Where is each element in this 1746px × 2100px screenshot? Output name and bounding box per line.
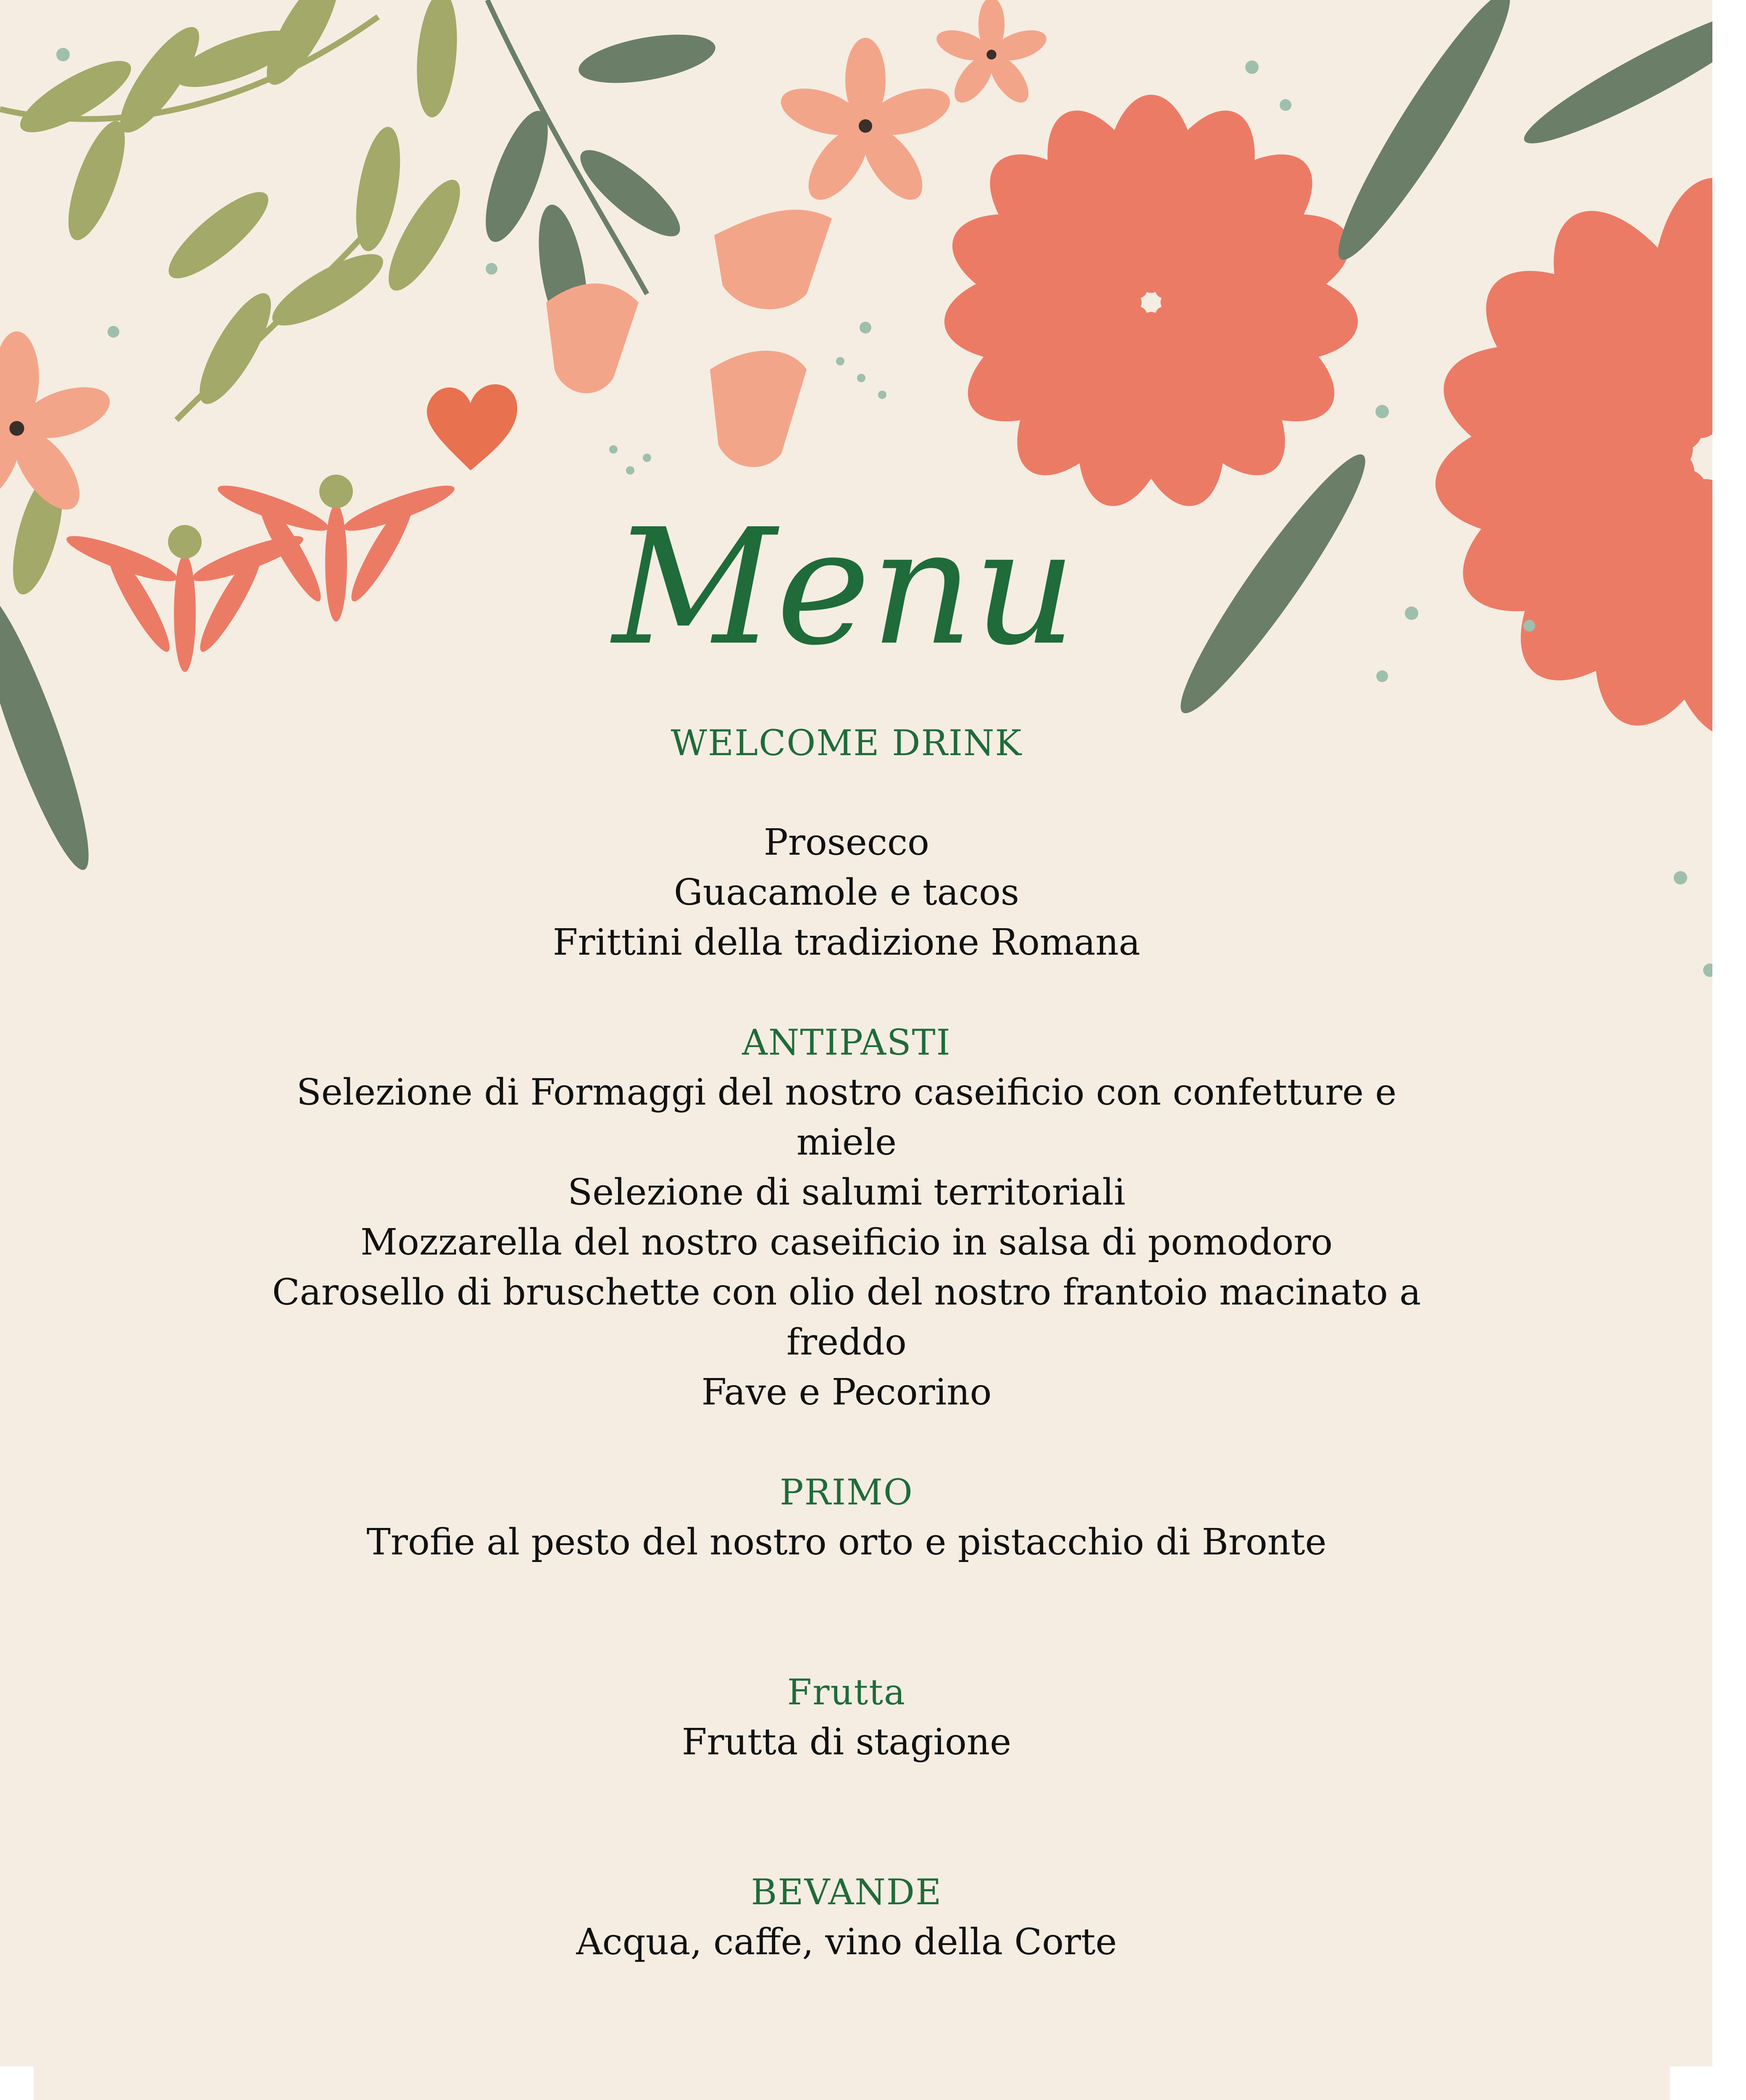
coral-dahlia-right-icon	[1428, 175, 1712, 743]
svg-text:Menu: Menu	[613, 494, 1076, 680]
coneflower-icon	[63, 475, 458, 672]
menu-body	[252, 718, 1441, 1967]
heart-icon	[427, 384, 517, 470]
menu-item: Prosecco	[764, 822, 929, 864]
menu-item: Fave e Pecorino	[701, 1371, 992, 1413]
menu-item: freddo	[786, 1321, 907, 1363]
section-heading-bevande: BEVANDE	[751, 1872, 942, 1913]
section-heading-antipasti: ANTIPASTI	[742, 1022, 951, 1063]
page-margin-right	[1670, 2066, 1746, 2100]
section-heading-frutta: Frutta	[787, 1672, 906, 1713]
menu-item: Acqua, caffe, vino della Corte	[576, 1921, 1117, 1963]
menu-item: Trofie al pesto del nostro orto e pistacchio di Bronte	[366, 1521, 1327, 1563]
menu-item: miele	[796, 1121, 897, 1163]
page-margin-left	[0, 2066, 34, 2100]
menu-item: Carosello di bruschette con olio del nostro frantoio macinato a	[272, 1271, 1421, 1313]
section-heading-welcome: WELCOME DRINK	[671, 722, 1023, 764]
menu-item: Guacamole e tacos	[674, 872, 1019, 914]
menu-item: Frittini della tradizione Romana	[552, 921, 1141, 963]
tulip-icon	[546, 210, 832, 467]
menu-item: Mozzarella del nostro caseificio in salsa di pomodoro	[360, 1221, 1333, 1263]
menu-item: Selezione di Formaggi del nostro caseificio con confetture e	[296, 1071, 1397, 1113]
coral-dahlia-icon	[939, 94, 1363, 515]
menu-title	[571, 466, 1118, 718]
menu-item: Selezione di salumi territoriali	[568, 1171, 1125, 1213]
section-heading-primo: PRIMO	[780, 1472, 913, 1513]
menu-item: Frutta di stagione	[681, 1721, 1012, 1763]
